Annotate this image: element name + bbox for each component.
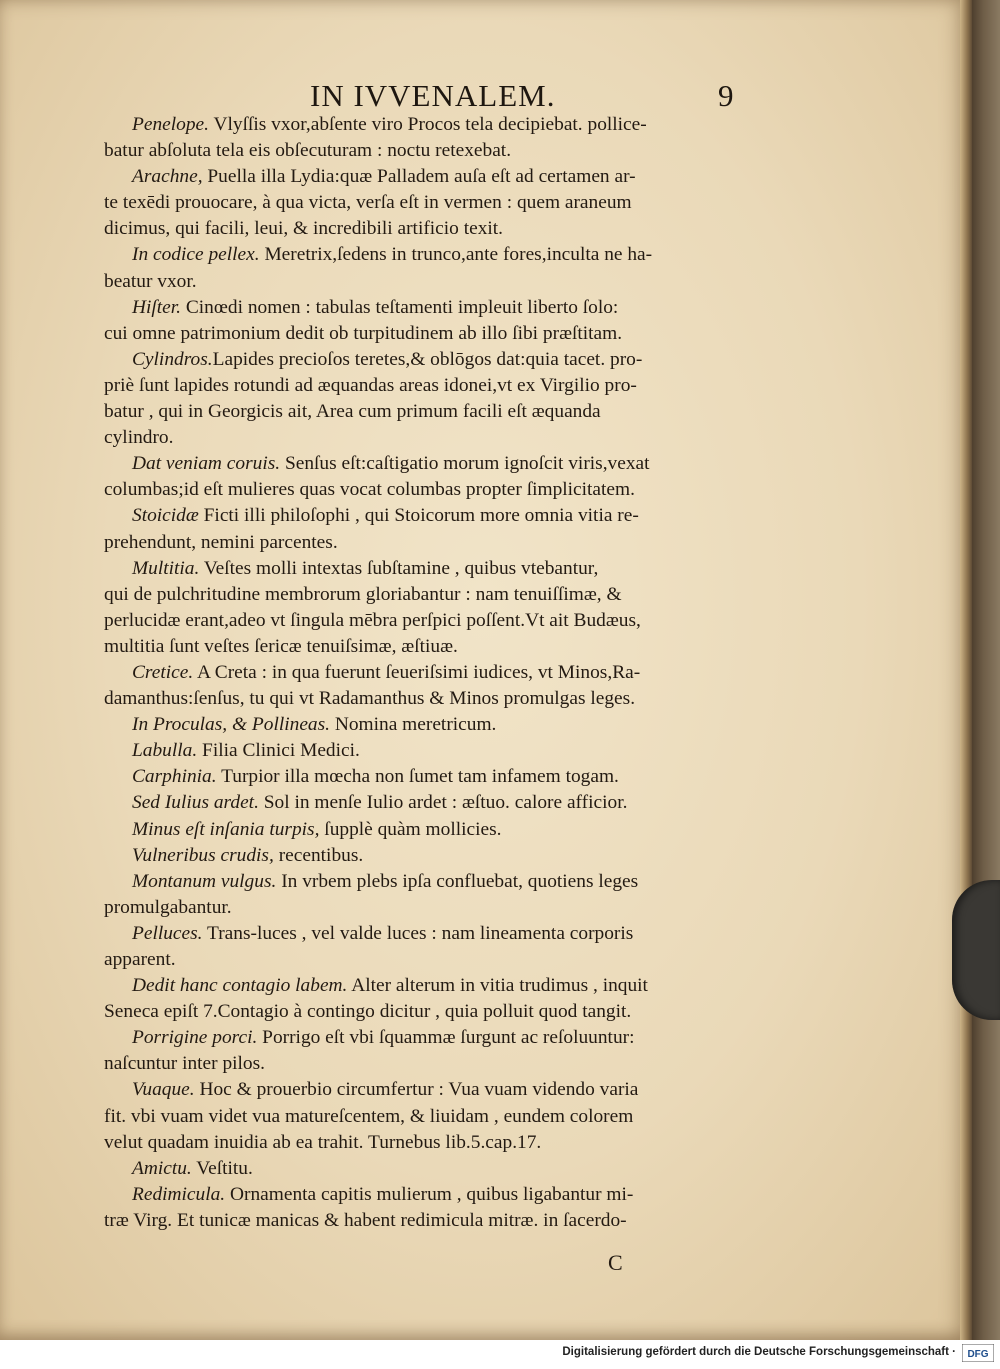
text-line [104,738,794,764]
text-line [104,347,794,373]
line-text: batur , qui in Georgicis ait, Area cum primum facili eſt æquanda [104,401,601,423]
line-text: multitia ſunt veſtes ſericæ tenuiſsimæ, æſtiuæ. [104,635,458,657]
lemma-term: Pelluces. [132,922,203,944]
text-line [104,242,794,268]
text-line [104,895,794,921]
text-line [104,164,794,190]
text-line [104,973,794,999]
text-line [104,1156,794,1182]
lemma-term: Carphinia. [132,766,217,788]
line-text: priè ſunt lapides rotundi ad æquandas areas idonei,vt ex Virgilio pro- [104,374,637,396]
line-text: Veſtes molli intextas ſubſtamine , quibus vtebantur, [199,557,599,579]
text-line [104,1025,794,1051]
lemma-term: Labulla. [132,740,198,762]
dfg-logo-icon [962,1344,994,1362]
text-line [104,999,794,1025]
funding-notice: Digitalisierung gefördert durch die Deutsche Forschungsgemeinschaft · [562,1346,956,1358]
line-text: batur abſoluta tela eis obſecuturam : noctu retexebat. [104,140,512,162]
line-text: In vrbem plebs ipſa confluebat, quotiens leges [276,870,639,892]
lemma-term: Dedit hanc contagio labem. [132,975,348,997]
line-text: Vlyſſis vxor,abſente viro Procos tela decipiebat. pollice- [209,114,647,135]
text-line [104,503,794,529]
text-line [104,1077,794,1103]
line-text: Alter alterum in vitia trudimus , inquit [347,975,648,997]
line-text: velut quadam inuidia ab ea trahit. Turnebus lib.5.cap.17. [104,1131,542,1153]
line-text: Sol in menſe Iulio ardet : æſtuo. calore afficior. [258,792,628,814]
text-line [104,686,794,712]
line-text: prehendunt, nemini parcentes. [104,531,338,553]
lemma-term: In codice pellex. [132,244,260,266]
lemma-term: Porrigine porci. [132,1027,258,1049]
text-line [104,477,794,503]
text-line [104,1051,794,1077]
page-number: 9 [718,78,735,113]
lemma-term: Vulneribus crudis, [132,844,274,866]
line-text: perlucidæ erant,adeo vt ſingula mēbra perſpici poſſent.Vt ait Budæus, [104,609,641,631]
text-line [104,921,794,947]
text-line [104,817,794,843]
line-text: Veſtitu. [191,1157,253,1179]
text-line [104,530,794,556]
lemma-term: Amictu. [132,1157,192,1179]
line-text: Meretrix,ſedens in trunco,ante fores,inculta ne ha- [259,244,653,266]
line-text: te texēdi prouocare, à qua victa, verſa eſt in vermen : quem araneum [104,192,632,214]
line-text: recentibus. [273,844,364,866]
page-edges [960,0,972,1340]
text-line [104,190,794,216]
text-line [104,425,794,451]
text-line [104,451,794,477]
line-text: Nomina meretricum. [330,714,497,736]
signature-mark: C [608,1250,623,1275]
lemma-term: Vuaque. [132,1079,195,1101]
line-text: columbas;id eſt mulieres quas vocat columbas propter ſimplicitatem. [104,479,635,501]
book-spine [972,0,1000,1340]
text-line [104,216,794,242]
lemma-term: Sed Iulius ardet. [132,792,259,814]
line-text: Seneca epiſt 7.Contagio à contingo dicitur , quia polluit quod tangit. [104,1001,632,1023]
text-line [104,712,794,738]
line-text: Lapides precioſos teretes,& oblōgos dat:quia tacet. pro- [212,348,643,370]
text-line [104,1208,794,1234]
line-text: Puella illa Lydia:quæ Palladem auſa eſt ad certamen ar- [202,166,636,188]
text-line [104,608,794,634]
line-text: apparent. [104,949,176,970]
line-text: damanthus:ſenſus, tu qui vt Radamanthus & Minos promulgas leges. [104,688,636,710]
text-line [104,1104,794,1130]
line-text: ſupplè quàm mollicies. [319,818,502,840]
line-text: cylindro. [104,427,174,449]
line-text: promulgabantur. [104,896,232,918]
line-text: Senſus eſt:caſtigatio morum ignoſcit viris,vexat [280,453,650,475]
text-line [104,373,794,399]
line-text: fit. vbi vuam videt vua matureſcentem, & liuidam , eundem colorem [104,1105,634,1127]
line-text: Porrigo eſt vbi ſquammæ ſurgunt ac reſoluuntur: [257,1027,635,1049]
line-text: naſcuntur inter pilos. [104,1053,266,1075]
lemma-term: Stoicidæ [132,505,199,527]
text-line [104,295,794,321]
line-text: Turpior illa mœcha non ſumet tam infamem togam. [216,766,619,788]
text-line [104,582,794,608]
line-text: qui de pulchritudine membrorum gloriabantur : nam tenuiſſimæ, & [104,583,622,605]
text-line [104,869,794,895]
text-line [104,399,794,425]
lemma-term: Penelope. [132,114,209,135]
line-text: beatur vxor. [104,270,197,292]
lemma-term: Minus eſt inſania turpis, [132,818,320,840]
text-line [104,634,794,660]
running-title: IN IVVENALEM. [310,78,556,113]
text-line [104,556,794,582]
text-line [104,660,794,686]
line-text: Ornamenta capitis mulierum , quibus ligabantur mi- [225,1183,634,1205]
lemma-term: Hiſter. [132,296,182,318]
lemma-term: Multitia. [132,557,200,579]
text-line [104,1130,794,1156]
line-text: træ Virg. Et tunicæ manicas & habent redimicula mitræ. in ſacerdo- [104,1209,627,1231]
commentary-text [104,112,794,1234]
lemma-term: Montanum vulgus. [132,870,277,892]
lemma-term: Redimicula. [132,1183,226,1205]
text-line [104,269,794,295]
svg-text:DFG: DFG [967,1349,989,1360]
text-line [104,843,794,869]
text-line [104,112,794,138]
lemma-term: Dat veniam coruis. [132,453,281,475]
line-text: Cinœdi nomen : tabulas teſtamenti impleuit liberto ſolo: [181,296,619,318]
line-text: Hoc & prouerbio circumfertur : Vua vuam videndo varia [194,1079,639,1101]
lemma-term: In Proculas, & Pollineas. [132,714,331,736]
text-line [104,947,794,973]
text-line [104,764,794,790]
text-line [104,138,794,164]
text-line [104,321,794,347]
line-text: dicimus, qui facili, leui, & incredibili artificio texit. [104,218,504,240]
lemma-term: Cretice. [132,661,194,683]
line-text: Filia Clinici Medici. [197,740,360,762]
lemma-term: Arachne, [132,166,203,188]
line-text: A Creta : in qua fuerunt ſeueriſsimi iudices, vt Minos,Ra- [193,661,641,683]
lemma-term: Cylindros. [132,348,213,370]
line-text: cui omne patrimonium dedit ob turpitudinem ab illo ſibi præſtitam. [104,322,623,344]
digitization-footer [0,1340,1000,1369]
scan-clip [952,880,1000,1020]
line-text: Ficti illi philoſophi , qui Stoicorum more omnia vitia re- [198,505,639,527]
line-text: Trans-luces , vel valde luces : nam lineamenta corporis [202,922,634,944]
text-line [104,790,794,816]
text-line [104,1182,794,1208]
